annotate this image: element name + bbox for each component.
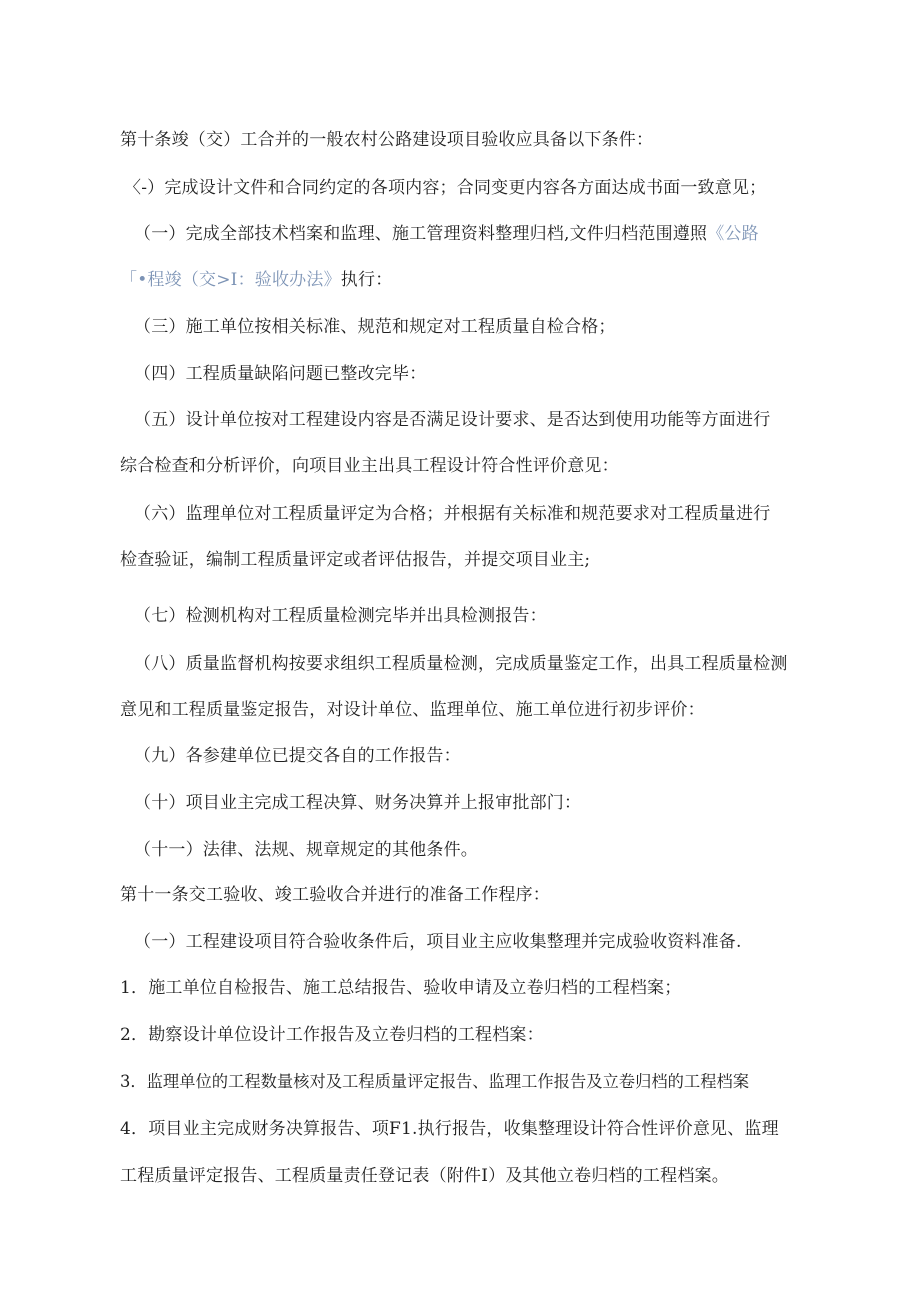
list-item-3: 3．监理单位的工程数量核对及工程质量评定报告、监理工作报告及立卷归档的工程档案: [120, 1072, 750, 1091]
paragraph-item-8-line-1: （八）质量监督机构按要求组织工程质量检测，完成质量鉴定工作，出具工程质量检测: [134, 654, 788, 674]
paragraph-item-6-line-1: （六）监理单位对工程质量评定为合格；并根据有关标准和规范要求对工程质量进行: [134, 504, 771, 524]
paragraph-item-1-tail: 执行：: [340, 270, 393, 290]
paragraph-article-10-heading: 第十条竣（交）工合并的一般农村公路建设项目验收应具备以下条件：: [120, 130, 654, 150]
paragraph-item-5-line-1: （五）设计单位按对工程建设内容是否满足设计要求、是否达到使用功能等方面进行: [134, 410, 771, 430]
list-item-2: 2．勘察设计单位设计工作报告及立卷归档的工程档案：: [120, 1025, 544, 1045]
paragraph-item-3: （三）施工单位按相关标准、规范和规定对工程质量自检合格；: [134, 317, 616, 337]
paragraph-item-1-text: （一）完成全部技术档案和监理、施工管理资料整理归档,文件归档范围遵照: [134, 224, 708, 244]
paragraph-article-11-heading: 第十一条交工验收、竣工验收合并进行的准备工作程序：: [120, 885, 550, 905]
paragraph-item-6-line-2: 检查验证，编制工程质量评定或者评估报告，并提交项目业主;: [120, 550, 591, 570]
regulation-link-end[interactable]: 「•程竣（交>I：验收办法》: [120, 270, 341, 290]
list-item-4-line-2: 工程质量评定报告、工程质量责任登记表（附件I）及其他立卷归档的工程档案。: [120, 1166, 729, 1186]
regulation-link-start[interactable]: 《公路: [707, 224, 759, 244]
paragraph-item-7: （七）检测机构对工程质量检测完毕并出具检测报告：: [134, 606, 547, 626]
paragraph-item-1-line-1: [134, 222, 759, 246]
paragraph-item-10: （十）项目业主完成工程决算、财务决算并上报审批部门：: [134, 793, 582, 813]
paragraph-item-5-line-2: 综合检查和分析评价，向项目业主出具工程设计符合性评价意见：: [120, 456, 619, 476]
list-item-1: 1．施工单位自检报告、施工总结报告、验收申请及立卷归档的工程档案；: [120, 978, 682, 998]
paragraph-procedure-1: （一）工程建设项目符合验收条件后，项目业主应收集整理并完成验收资料准备.: [134, 932, 742, 952]
paragraph-item-9: （九）各参建单位已提交各自的工作报告：: [134, 746, 461, 766]
paragraph-item-8-line-2: 意见和工程质量鉴定报告，对设计单位、监理单位、施工单位进行初步评价：: [120, 700, 705, 720]
list-item-4-line-1: 4．项目业主完成财务决算报告、项F1.执行报告，收集整理设计符合性评价意见、监理: [120, 1119, 779, 1139]
paragraph-item-4: （四）工程质量缺陷问题已整改完毕：: [134, 364, 427, 384]
paragraph-item-11: （十一）法律、法规、规章规定的其他条件。: [134, 840, 478, 860]
paragraph-item-1-line-2: [120, 268, 392, 292]
paragraph-item-0: 〈-）完成设计文件和合同约定的各项内容；合同变更内容各方面达成书面一致意见；: [124, 178, 767, 198]
